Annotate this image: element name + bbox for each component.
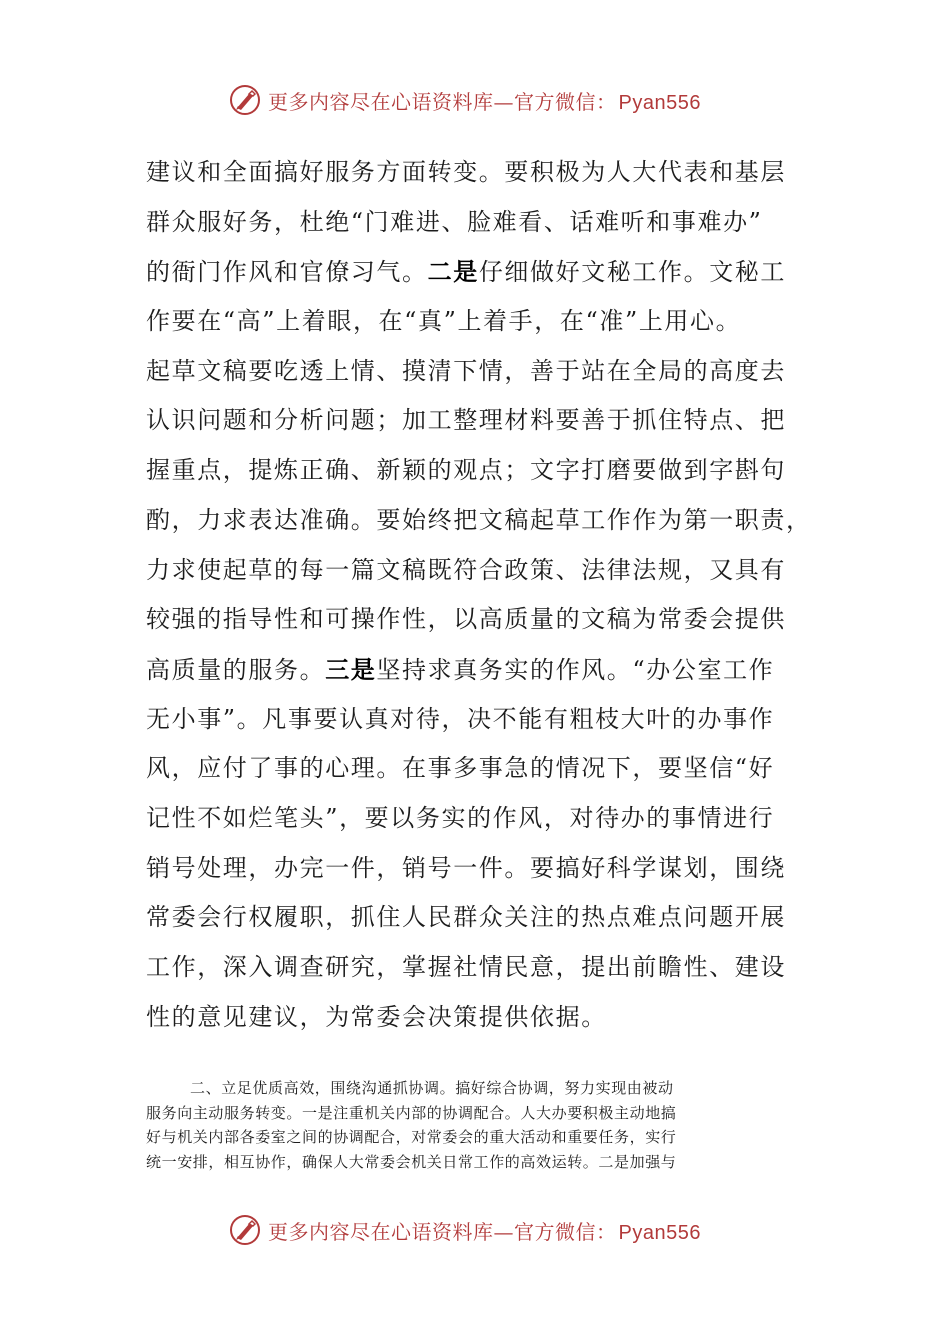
bold-marker: 三是 [325, 654, 377, 684]
text-line: 服务向主动服务转变。一是注重机关内部的协调配合。人大办要积极主动地搞 [146, 1103, 677, 1122]
pen-nib-logo-icon [228, 1213, 262, 1247]
text-run: 高质量的服务。 [146, 655, 326, 684]
text-line: 作要在“高”上着眼，在“真”上着手，在“准”上用心。 [146, 307, 742, 336]
banner-wechat-id: Pyan556 [618, 1221, 701, 1244]
banner-text [268, 86, 701, 115]
text-line: 握重点，提炼正确、新颖的观点；文字打磨要做到字斟句 [146, 456, 786, 485]
banner-text [268, 1216, 701, 1245]
text-line: 风，应付了事的心理。在事多事急的情况下，要坚信“好 [146, 754, 775, 783]
text-run: 仔细做好文秘工作。文秘工 [478, 258, 787, 287]
text-line: 无小事”。凡事要认真对待，决不能有粗枝大叶的办事作 [146, 704, 775, 733]
text-line: 认识问题和分析问题；加工整理材料要善于抓住特点、把 [146, 406, 786, 435]
text-line: 统一安排，相互协作，确保人大常委会机关日常工作的高效运转。二是加强与 [146, 1152, 677, 1171]
text-line: 群众服好务，杜绝“门难进、脸难看、话难听和事难办” [146, 207, 763, 236]
banner-separator: — [493, 1219, 514, 1244]
text-line: 酌，力求表达准确。要始终把文稿起草工作作为第一职责， [146, 505, 812, 534]
header-watermark-banner [228, 80, 748, 120]
pen-nib-logo-icon [228, 83, 262, 117]
text-line: 性的意见建议，为常委会决策提供依据。 [146, 1002, 607, 1031]
text-line: 销号处理，办完一件，销号一件。要搞好科学谋划，围绕 [146, 853, 786, 882]
text-line: 好与机关内部各委室之间的协调配合，对常委会的重大活动和重要任务，实行 [146, 1128, 677, 1146]
banner-slogan: 更多内容尽在心语资料库 [268, 1219, 494, 1244]
text-line [146, 247, 806, 297]
text-run: 坚持求真务实的作风。“办公室工作 [376, 655, 775, 684]
text-run: 的衙门作风和官僚习气。 [146, 258, 428, 287]
small-paragraph [146, 1076, 806, 1174]
banner-wechat-id: Pyan556 [618, 91, 701, 114]
footer-watermark-banner [228, 1210, 748, 1250]
text-line: 力求使起草的每一篇文稿既符合政策、法律法规，又具有 [146, 555, 786, 584]
text-line [146, 645, 806, 695]
text-line: 起草文稿要吃透上情、摸清下情，善于站在全局的高度去 [146, 356, 786, 385]
banner-separator: — [493, 89, 514, 114]
banner-wechat-label: 官方微信： [514, 1219, 617, 1244]
text-line: 较强的指导性和可操作性，以高质量的文稿为常委会提供 [146, 605, 786, 634]
text-line: 常委会行权履职，抓住人民群众关注的热点难点问题开展 [146, 903, 786, 932]
text-line: 记性不如烂笔头”，要以务实的作风，对待办的事情进行 [146, 803, 775, 832]
banner-wechat-label: 官方微信： [514, 89, 617, 114]
text-line: 工作，深入调查研究，掌握社情民意，提出前瞻性、建设 [146, 953, 786, 981]
main-paragraph [146, 148, 812, 1042]
text-line: 二、立足优质高效，围绕沟通抓协调。搞好综合协调，努力实现由被动 [190, 1079, 674, 1097]
text-line: 建议和全面搞好服务方面转变。要积极为人大代表和基层 [146, 158, 786, 186]
bold-marker: 二是 [427, 257, 479, 287]
banner-slogan: 更多内容尽在心语资料库 [268, 89, 494, 114]
